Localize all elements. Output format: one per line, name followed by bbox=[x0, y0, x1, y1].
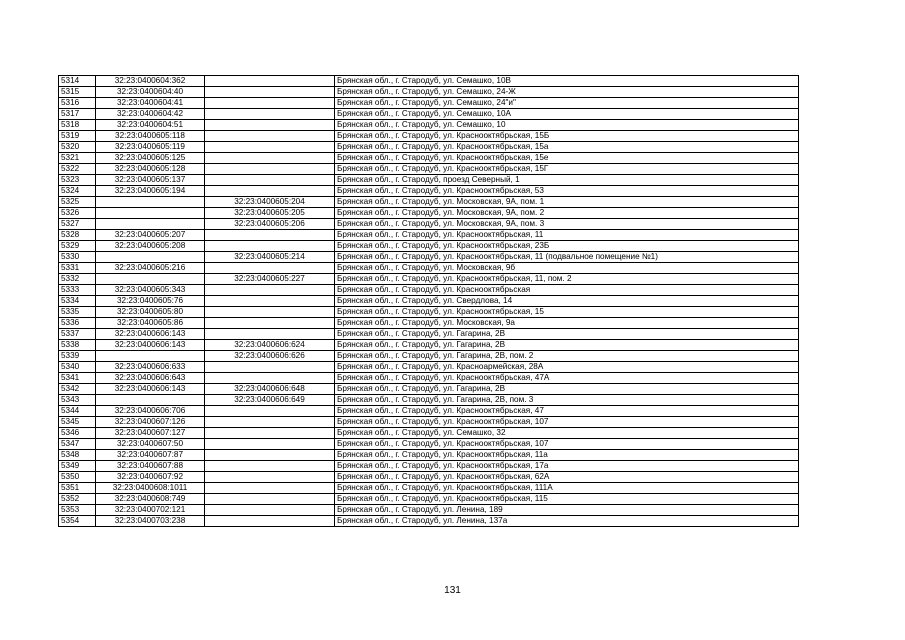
secondary-cadastral-number-cell bbox=[205, 76, 335, 87]
table-row bbox=[59, 428, 799, 439]
cadastral-number-cell bbox=[96, 395, 205, 406]
cadastral-number-cell: 32:23:0400605:128 bbox=[96, 164, 205, 175]
secondary-cadastral-number-cell bbox=[205, 263, 335, 274]
address-cell: Брянская обл., г. Стародуб, ул. Московская, 9а bbox=[335, 318, 799, 329]
row-number-cell: 5349 bbox=[59, 461, 96, 472]
address-cell: Брянская обл., г. Стародуб, ул. Гагарина, 2В bbox=[335, 384, 799, 395]
address-cell: Брянская обл., г. Стародуб, ул. Краснооктябрьская bbox=[335, 285, 799, 296]
cadastral-number-cell bbox=[96, 351, 205, 362]
table-row bbox=[59, 450, 799, 461]
address-cell: Брянская обл., г. Стародуб, ул. Краснооктябрьская, 15е bbox=[335, 153, 799, 164]
address-cell: Брянская обл., г. Стародуб, ул. Краснооктябрьская, 15а bbox=[335, 142, 799, 153]
secondary-cadastral-number-cell bbox=[205, 285, 335, 296]
secondary-cadastral-number-cell bbox=[205, 483, 335, 494]
address-cell: Брянская обл., г. Стародуб, ул. Московская, 9б bbox=[335, 263, 799, 274]
table-row bbox=[59, 516, 799, 527]
secondary-cadastral-number-cell: 32:23:0400606:648 bbox=[205, 384, 335, 395]
secondary-cadastral-number-cell bbox=[205, 329, 335, 340]
cadastral-number-cell: 32:23:0400608:1011 bbox=[96, 483, 205, 494]
secondary-cadastral-number-cell bbox=[205, 186, 335, 197]
table-row bbox=[59, 439, 799, 450]
secondary-cadastral-number-cell: 32:23:0400606:626 bbox=[205, 351, 335, 362]
secondary-cadastral-number-cell: 32:23:0400606:624 bbox=[205, 340, 335, 351]
secondary-cadastral-number-cell bbox=[205, 131, 335, 142]
row-number-cell: 5336 bbox=[59, 318, 96, 329]
cadastral-number-cell: 32:23:0400605:137 bbox=[96, 175, 205, 186]
address-cell: Брянская обл., г. Стародуб, ул. Краснооктябрьская, 11 (подвальное помещение №1) bbox=[335, 252, 799, 263]
secondary-cadastral-number-cell bbox=[205, 296, 335, 307]
row-number-cell: 5346 bbox=[59, 428, 96, 439]
secondary-cadastral-number-cell: 32:23:0400606:649 bbox=[205, 395, 335, 406]
cadastral-number-cell: 32:23:0400605:194 bbox=[96, 186, 205, 197]
row-number-cell: 5332 bbox=[59, 274, 96, 285]
row-number-cell: 5347 bbox=[59, 439, 96, 450]
address-cell: Брянская обл., г. Стародуб, ул. Гагарина, 2В, пом. 2 bbox=[335, 351, 799, 362]
row-number-cell: 5314 bbox=[59, 76, 96, 87]
address-cell: Брянская обл., г. Стародуб, ул. Гагарина, 2В bbox=[335, 329, 799, 340]
cadastral-number-cell bbox=[96, 219, 205, 230]
address-cell: Брянская обл., г. Стародуб, ул. Краснооктябрьская, 15Г bbox=[335, 164, 799, 175]
row-number-cell: 5337 bbox=[59, 329, 96, 340]
registry-table bbox=[58, 75, 799, 527]
secondary-cadastral-number-cell bbox=[205, 362, 335, 373]
cadastral-number-cell bbox=[96, 252, 205, 263]
address-cell: Брянская обл., г. Стародуб, ул. Московская, 9А, пом. 2 bbox=[335, 208, 799, 219]
cadastral-number-cell: 32:23:0400702:121 bbox=[96, 505, 205, 516]
secondary-cadastral-number-cell bbox=[205, 461, 335, 472]
cadastral-number-cell bbox=[96, 197, 205, 208]
row-number-cell: 5354 bbox=[59, 516, 96, 527]
row-number-cell: 5320 bbox=[59, 142, 96, 153]
secondary-cadastral-number-cell bbox=[205, 120, 335, 131]
table-row bbox=[59, 461, 799, 472]
table-row bbox=[59, 274, 799, 285]
row-number-cell: 5329 bbox=[59, 241, 96, 252]
cadastral-number-cell: 32:23:0400605:208 bbox=[96, 241, 205, 252]
secondary-cadastral-number-cell bbox=[205, 472, 335, 483]
address-cell: Брянская обл., г. Стародуб, ул. Краснооктябрьская, 47 bbox=[335, 406, 799, 417]
row-number-cell: 5323 bbox=[59, 175, 96, 186]
address-cell: Брянская обл., г. Стародуб, проезд Северный, 1 bbox=[335, 175, 799, 186]
table-row bbox=[59, 483, 799, 494]
secondary-cadastral-number-cell bbox=[205, 241, 335, 252]
address-cell: Брянская обл., г. Стародуб, ул. Краснооктябрьская, 107 bbox=[335, 439, 799, 450]
table-row bbox=[59, 131, 799, 142]
secondary-cadastral-number-cell: 32:23:0400605:214 bbox=[205, 252, 335, 263]
table-row bbox=[59, 362, 799, 373]
secondary-cadastral-number-cell bbox=[205, 428, 335, 439]
address-cell: Брянская обл., г. Стародуб, ул. Краснооктябрьская, 62А bbox=[335, 472, 799, 483]
table-row bbox=[59, 98, 799, 109]
row-number-cell: 5317 bbox=[59, 109, 96, 120]
address-cell: Брянская обл., г. Стародуб, ул. Краснооктябрьская, 107 bbox=[335, 417, 799, 428]
row-number-cell: 5330 bbox=[59, 252, 96, 263]
table-row bbox=[59, 230, 799, 241]
table-row bbox=[59, 417, 799, 428]
secondary-cadastral-number-cell bbox=[205, 153, 335, 164]
row-number-cell: 5338 bbox=[59, 340, 96, 351]
table-row bbox=[59, 263, 799, 274]
address-cell: Брянская обл., г. Стародуб, ул. Свердлова, 14 bbox=[335, 296, 799, 307]
address-cell: Брянская обл., г. Стародуб, ул. Краснооктябрьская, 15Б bbox=[335, 131, 799, 142]
row-number-cell: 5339 bbox=[59, 351, 96, 362]
cadastral-number-cell: 32:23:0400606:143 bbox=[96, 340, 205, 351]
secondary-cadastral-number-cell bbox=[205, 494, 335, 505]
secondary-cadastral-number-cell bbox=[205, 87, 335, 98]
secondary-cadastral-number-cell bbox=[205, 450, 335, 461]
secondary-cadastral-number-cell bbox=[205, 175, 335, 186]
cadastral-number-cell: 32:23:0400607:92 bbox=[96, 472, 205, 483]
address-cell: Брянская обл., г. Стародуб, ул. Семашко, 10А bbox=[335, 109, 799, 120]
cadastral-number-cell: 32:23:0400605:343 bbox=[96, 285, 205, 296]
table-row bbox=[59, 87, 799, 98]
table-row bbox=[59, 296, 799, 307]
row-number-cell: 5341 bbox=[59, 373, 96, 384]
row-number-cell: 5324 bbox=[59, 186, 96, 197]
table-row bbox=[59, 142, 799, 153]
secondary-cadastral-number-cell: 32:23:0400605:227 bbox=[205, 274, 335, 285]
row-number-cell: 5331 bbox=[59, 263, 96, 274]
row-number-cell: 5334 bbox=[59, 296, 96, 307]
cadastral-number-cell bbox=[96, 208, 205, 219]
address-cell: Брянская обл., г. Стародуб, ул. Ленина, 189 bbox=[335, 505, 799, 516]
secondary-cadastral-number-cell bbox=[205, 406, 335, 417]
row-number-cell: 5322 bbox=[59, 164, 96, 175]
address-cell: Брянская обл., г. Стародуб, ул. Краснооктябрьская, 11 bbox=[335, 230, 799, 241]
row-number-cell: 5353 bbox=[59, 505, 96, 516]
row-number-cell: 5333 bbox=[59, 285, 96, 296]
row-number-cell: 5351 bbox=[59, 483, 96, 494]
address-cell: Брянская обл., г. Стародуб, ул. Московская, 9А, пом. 1 bbox=[335, 197, 799, 208]
row-number-cell: 5340 bbox=[59, 362, 96, 373]
cadastral-number-cell: 32:23:0400606:143 bbox=[96, 384, 205, 395]
cadastral-number-cell: 32:23:0400604:51 bbox=[96, 120, 205, 131]
secondary-cadastral-number-cell bbox=[205, 307, 335, 318]
row-number-cell: 5343 bbox=[59, 395, 96, 406]
row-number-cell: 5316 bbox=[59, 98, 96, 109]
address-cell: Брянская обл., г. Стародуб, ул. Краснооктябрьская, 15 bbox=[335, 307, 799, 318]
row-number-cell: 5350 bbox=[59, 472, 96, 483]
secondary-cadastral-number-cell bbox=[205, 230, 335, 241]
secondary-cadastral-number-cell bbox=[205, 109, 335, 120]
cadastral-number-cell: 32:23:0400607:87 bbox=[96, 450, 205, 461]
table-row bbox=[59, 340, 799, 351]
cadastral-number-cell: 32:23:0400608:749 bbox=[96, 494, 205, 505]
cadastral-number-cell: 32:23:0400604:42 bbox=[96, 109, 205, 120]
table-row bbox=[59, 164, 799, 175]
address-cell: Брянская обл., г. Стародуб, ул. Семашко, 10В bbox=[335, 76, 799, 87]
secondary-cadastral-number-cell bbox=[205, 142, 335, 153]
address-cell: Брянская обл., г. Стародуб, ул. Гагарина, 2В, пом. 3 bbox=[335, 395, 799, 406]
row-number-cell: 5327 bbox=[59, 219, 96, 230]
table-row bbox=[59, 373, 799, 384]
address-cell: Брянская обл., г. Стародуб, ул. Краснооктябрьская, 47А bbox=[335, 373, 799, 384]
cadastral-number-cell bbox=[96, 274, 205, 285]
address-cell: Брянская обл., г. Стародуб, ул. Краснооктябрьская, 23Б bbox=[335, 241, 799, 252]
row-number-cell: 5352 bbox=[59, 494, 96, 505]
cadastral-number-cell: 32:23:0400606:643 bbox=[96, 373, 205, 384]
cadastral-number-cell: 32:23:0400607:88 bbox=[96, 461, 205, 472]
secondary-cadastral-number-cell bbox=[205, 164, 335, 175]
address-cell: Брянская обл., г. Стародуб, ул. Красноармейская, 28А bbox=[335, 362, 799, 373]
table-row bbox=[59, 153, 799, 164]
cadastral-number-cell: 32:23:0400606:633 bbox=[96, 362, 205, 373]
row-number-cell: 5335 bbox=[59, 307, 96, 318]
page-number: 131 bbox=[444, 585, 461, 596]
cadastral-number-cell: 32:23:0400605:125 bbox=[96, 153, 205, 164]
row-number-cell: 5319 bbox=[59, 131, 96, 142]
address-cell: Брянская обл., г. Стародуб, ул. Семашко, 32 bbox=[335, 428, 799, 439]
table-row bbox=[59, 307, 799, 318]
address-cell: Брянская обл., г. Стародуб, ул. Краснооктябрьская, 111А bbox=[335, 483, 799, 494]
table-row bbox=[59, 175, 799, 186]
table-row bbox=[59, 472, 799, 483]
address-cell: Брянская обл., г. Стародуб, ул. Краснооктябрьская, 11а bbox=[335, 450, 799, 461]
cadastral-number-cell: 32:23:0400605:86 bbox=[96, 318, 205, 329]
address-cell: Брянская обл., г. Стародуб, ул. Семашко, 10 bbox=[335, 120, 799, 131]
secondary-cadastral-number-cell: 32:23:0400605:204 bbox=[205, 197, 335, 208]
row-number-cell: 5342 bbox=[59, 384, 96, 395]
secondary-cadastral-number-cell bbox=[205, 373, 335, 384]
cadastral-number-cell: 32:23:0400604:41 bbox=[96, 98, 205, 109]
address-cell: Брянская обл., г. Стародуб, ул. Краснооктябрьская, 17а bbox=[335, 461, 799, 472]
row-number-cell: 5348 bbox=[59, 450, 96, 461]
secondary-cadastral-number-cell: 32:23:0400605:205 bbox=[205, 208, 335, 219]
table-row bbox=[59, 120, 799, 131]
table-row bbox=[59, 252, 799, 263]
secondary-cadastral-number-cell bbox=[205, 318, 335, 329]
address-cell: Брянская обл., г. Стародуб, ул. Гагарина, 2В bbox=[335, 340, 799, 351]
table-row bbox=[59, 208, 799, 219]
table-row bbox=[59, 219, 799, 230]
address-cell: Брянская обл., г. Стародуб, ул. Семашко, 24-Ж bbox=[335, 87, 799, 98]
cadastral-number-cell: 32:23:0400605:216 bbox=[96, 263, 205, 274]
table-row bbox=[59, 505, 799, 516]
address-cell: Брянская обл., г. Стародуб, ул. Семашко, 24"и" bbox=[335, 98, 799, 109]
table-row bbox=[59, 494, 799, 505]
table-row bbox=[59, 351, 799, 362]
table-row bbox=[59, 76, 799, 87]
address-cell: Брянская обл., г. Стародуб, ул. Краснооктябрьская, 53 bbox=[335, 186, 799, 197]
secondary-cadastral-number-cell bbox=[205, 98, 335, 109]
cadastral-number-cell: 32:23:0400604:40 bbox=[96, 87, 205, 98]
address-cell: Брянская обл., г. Стародуб, ул. Краснооктябрьская, 115 bbox=[335, 494, 799, 505]
row-number-cell: 5328 bbox=[59, 230, 96, 241]
cadastral-number-cell: 32:23:0400607:50 bbox=[96, 439, 205, 450]
cadastral-number-cell: 32:23:0400605:80 bbox=[96, 307, 205, 318]
table-row bbox=[59, 384, 799, 395]
registry-table-body bbox=[59, 76, 799, 527]
cadastral-number-cell: 32:23:0400606:706 bbox=[96, 406, 205, 417]
table-row bbox=[59, 109, 799, 120]
row-number-cell: 5345 bbox=[59, 417, 96, 428]
cadastral-number-cell: 32:23:0400703:238 bbox=[96, 516, 205, 527]
secondary-cadastral-number-cell: 32:23:0400605:206 bbox=[205, 219, 335, 230]
secondary-cadastral-number-cell bbox=[205, 439, 335, 450]
address-cell: Брянская обл., г. Стародуб, ул. Краснооктябрьская, 11, пом. 2 bbox=[335, 274, 799, 285]
table-row bbox=[59, 186, 799, 197]
row-number-cell: 5321 bbox=[59, 153, 96, 164]
row-number-cell: 5315 bbox=[59, 87, 96, 98]
row-number-cell: 5318 bbox=[59, 120, 96, 131]
secondary-cadastral-number-cell bbox=[205, 516, 335, 527]
table-row bbox=[59, 395, 799, 406]
table-row bbox=[59, 406, 799, 417]
table-row bbox=[59, 285, 799, 296]
cadastral-number-cell: 32:23:0400606:143 bbox=[96, 329, 205, 340]
address-cell: Брянская обл., г. Стародуб, ул. Московская, 9А, пом. 3 bbox=[335, 219, 799, 230]
table-row bbox=[59, 329, 799, 340]
table-row bbox=[59, 318, 799, 329]
secondary-cadastral-number-cell bbox=[205, 417, 335, 428]
cadastral-number-cell: 32:23:0400605:207 bbox=[96, 230, 205, 241]
row-number-cell: 5326 bbox=[59, 208, 96, 219]
cadastral-number-cell: 32:23:0400605:118 bbox=[96, 131, 205, 142]
row-number-cell: 5344 bbox=[59, 406, 96, 417]
address-cell: Брянская обл., г. Стародуб, ул. Ленина, 137а bbox=[335, 516, 799, 527]
cadastral-number-cell: 32:23:0400604:362 bbox=[96, 76, 205, 87]
cadastral-number-cell: 32:23:0400607:126 bbox=[96, 417, 205, 428]
secondary-cadastral-number-cell bbox=[205, 505, 335, 516]
cadastral-number-cell: 32:23:0400605:119 bbox=[96, 142, 205, 153]
cadastral-number-cell: 32:23:0400607:127 bbox=[96, 428, 205, 439]
cadastral-number-cell: 32:23:0400605:76 bbox=[96, 296, 205, 307]
table-row bbox=[59, 197, 799, 208]
table-row bbox=[59, 241, 799, 252]
row-number-cell: 5325 bbox=[59, 197, 96, 208]
